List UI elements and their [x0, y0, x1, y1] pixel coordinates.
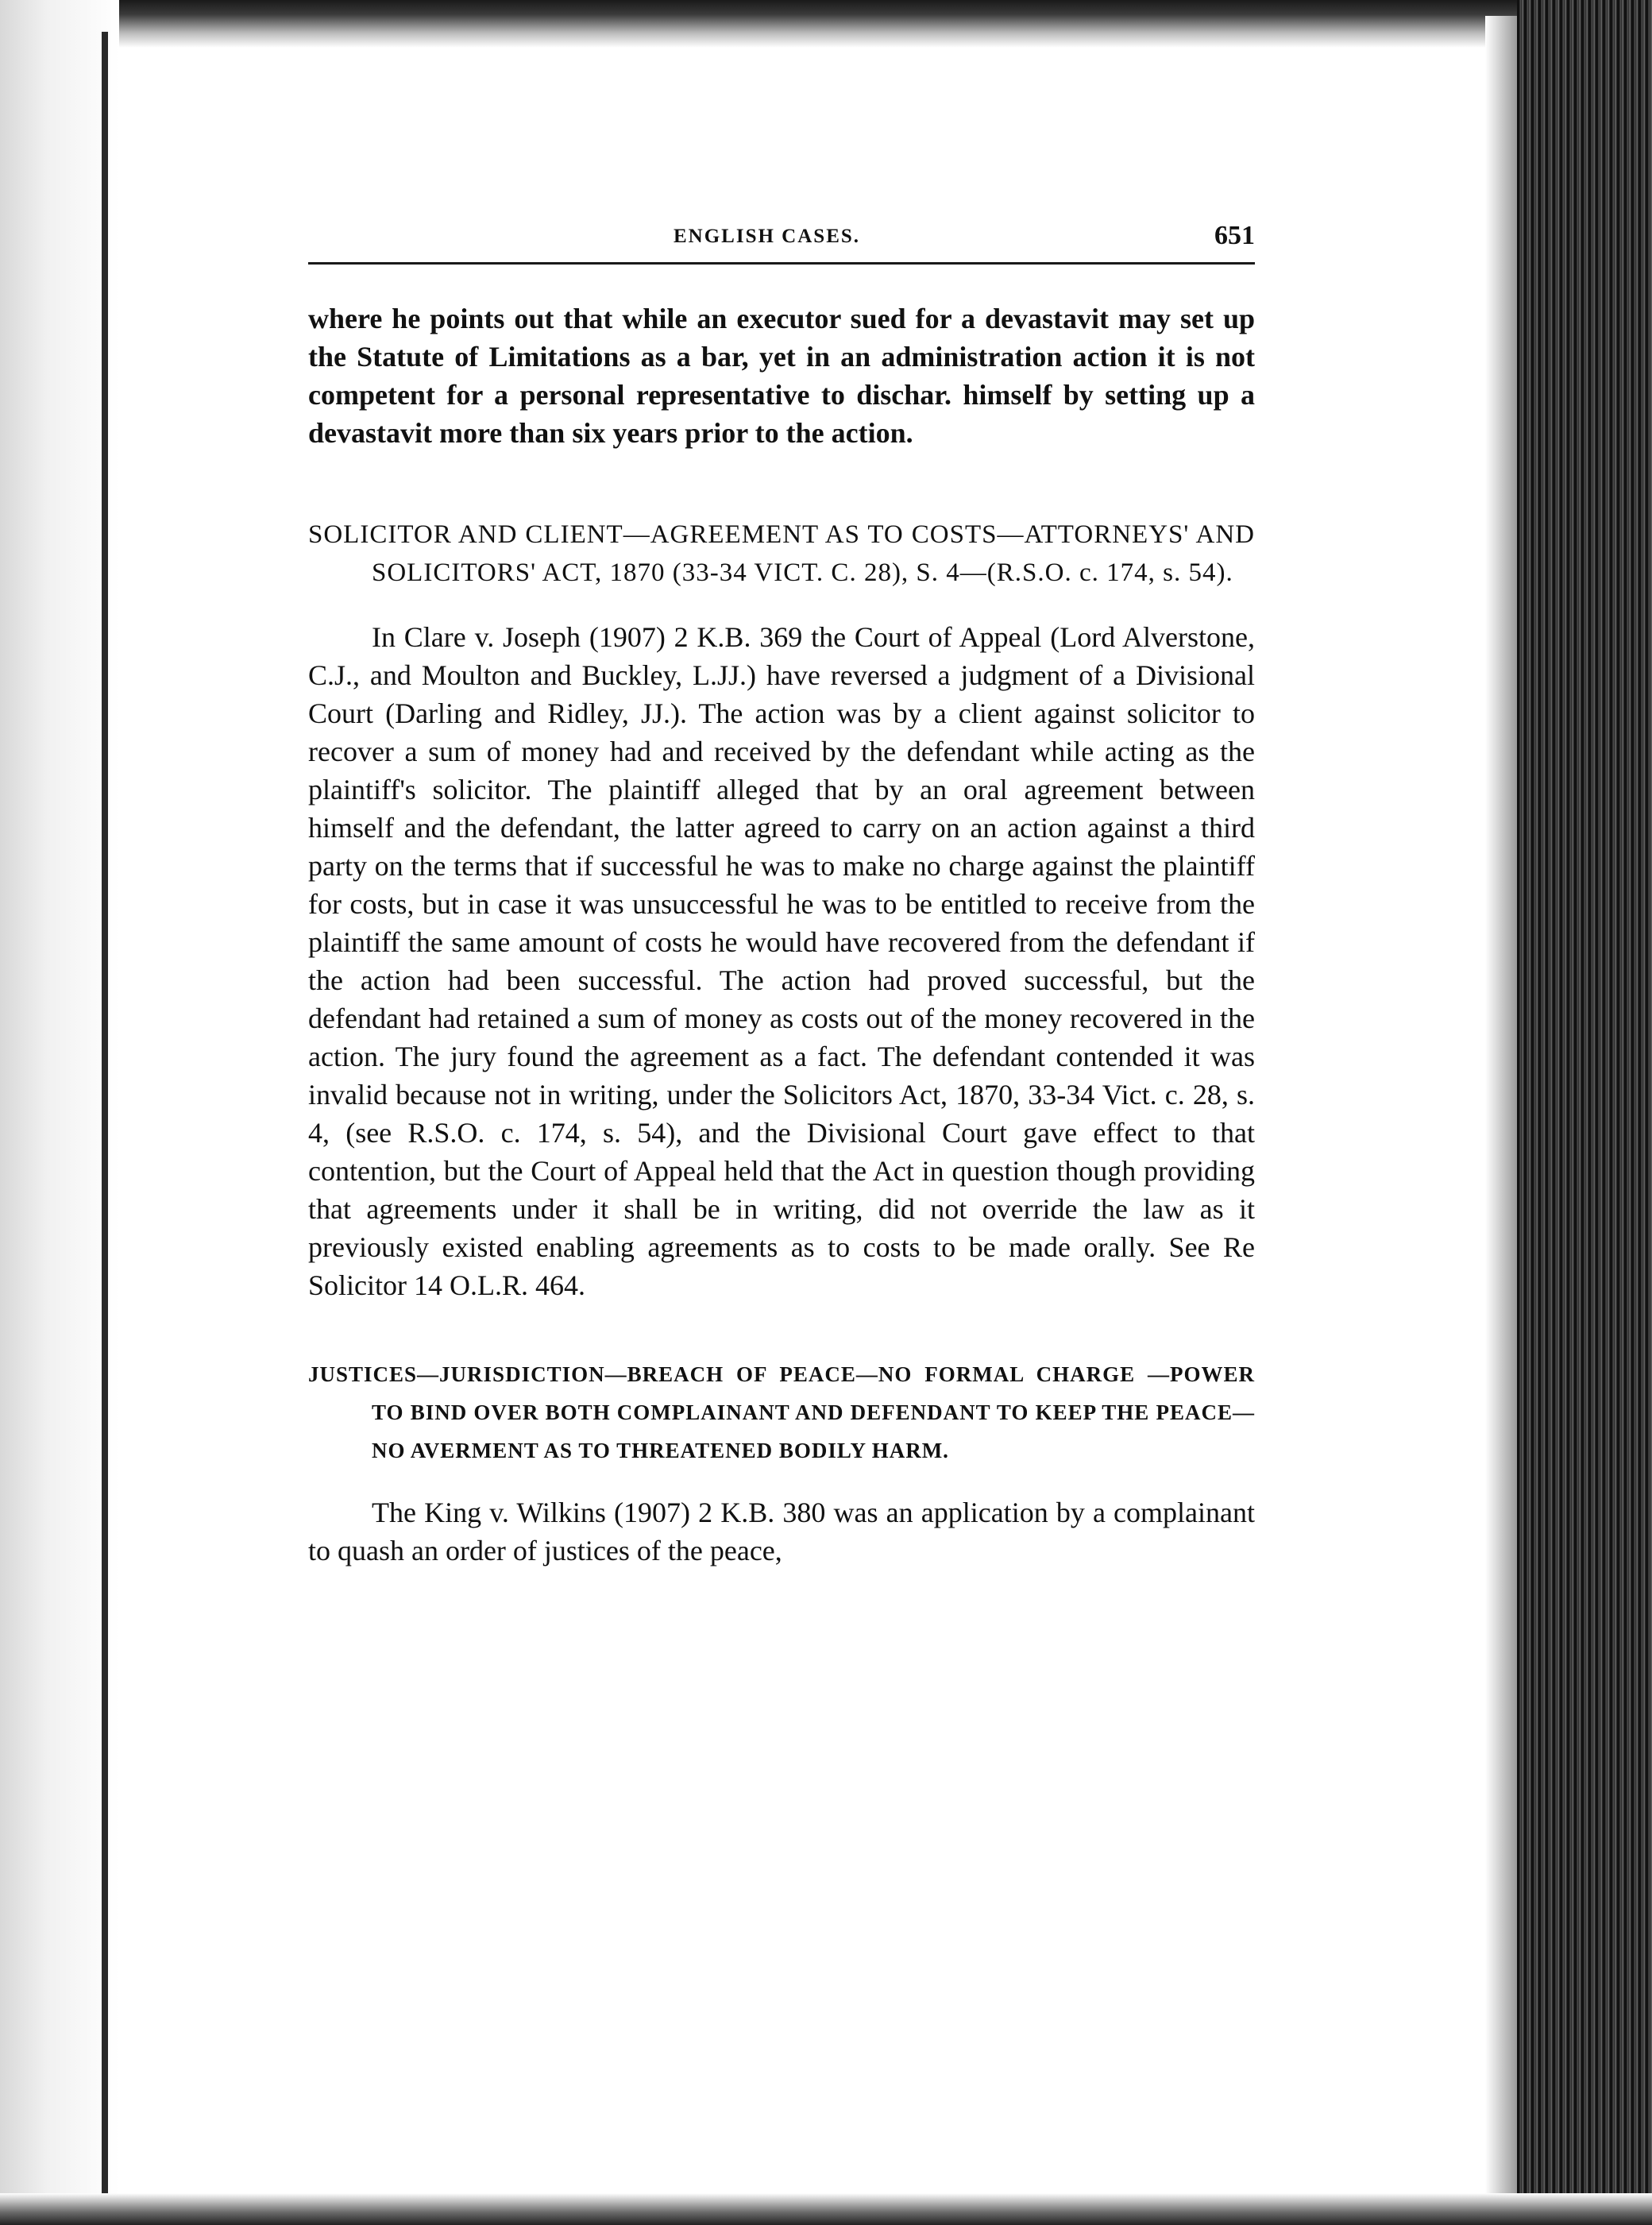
- section-heading-solicitor: SOLICITOR AND CLIENT—AGREEMENT AS TO COSTS—ATTORNEYS' AND SOLICITORS' ACT, 1870 (33-34 VICT. C. 28), S. 4—(R.S.O. c. 174, s. 54).: [308, 520, 1255, 587]
- running-head: [308, 214, 1255, 265]
- continued-paragraph: where he points out that while an executor sued for a devastavit may set up the Statute of Limitations as a bar, yet in an administration action it is not competent for a personal representative to dischar. himself by setting up a devastavit more than six years prior to the action.: [308, 303, 1255, 449]
- scan-right-edge: [1517, 0, 1652, 2225]
- page-number: 651: [1214, 221, 1255, 250]
- section-body-clare-v-joseph: In Clare v. Joseph (1907) 2 K.B. 369 the Court of Appeal (Lord Alverstone, C.J., and Moulton and Buckley, L.JJ.) have reversed a judgment of a Divisional Court (Darling and Ridley, JJ.). The action was by a client against solicitor to recover a sum of money had and received by the defendant while acting as the plaintiff's solicitor. The plaintiff alleged that by an oral agreement between himself and the defendant, the latter agreed to carry on an action against a third party on the terms that if successful he was to make no charge against the plaintiff for costs, but in case it was unsuccessful he was to be entitled to receive from the plaintiff the same amount of costs he would have recovered from the defendant if the action had been successful. The action had proved successful, but the defendant had retained a sum of money as costs out of the money recovered in the action. The jury found the agreement as a fact. The defendant contended it was invalid because not in writing, under the Solicitors Act, 1870, 33-34 Vict. c. 28, s. 4, (see R.S.O. c. 174, s. 54), and the Divisional Court gave effect to that contention, but the Court of Appeal held that the Act in question though providing that agreements under it shall be in writing, did not override the law as it previously existed enabling agreements as to costs to be made orally. See Re Solicitor 14 O.L.R. 464.: [308, 621, 1255, 1301]
- scan-right-shade: [1485, 16, 1517, 2208]
- book-page: [308, 214, 1255, 1570]
- section-heading-justices: JUSTICES—JURISDICTION—BREACH OF PEACE—NO FORMAL CHARGE —POWER TO BIND OVER BOTH COMPLAINANT AND DEFENDANT TO KEEP THE PEACE—NO AVERMENT AS TO THREATENED BODILY HARM.: [308, 1362, 1255, 1462]
- running-title: ENGLISH CASES.: [674, 226, 861, 247]
- binding-gutter: [102, 32, 108, 2208]
- section-body-king-v-wilkins: The King v. Wilkins (1907) 2 K.B. 380 was an application by a complainant to quash an order of justices of the peace,: [308, 1497, 1255, 1566]
- scan-top-edge: [0, 0, 1652, 48]
- scan-bottom-edge: [0, 2193, 1652, 2225]
